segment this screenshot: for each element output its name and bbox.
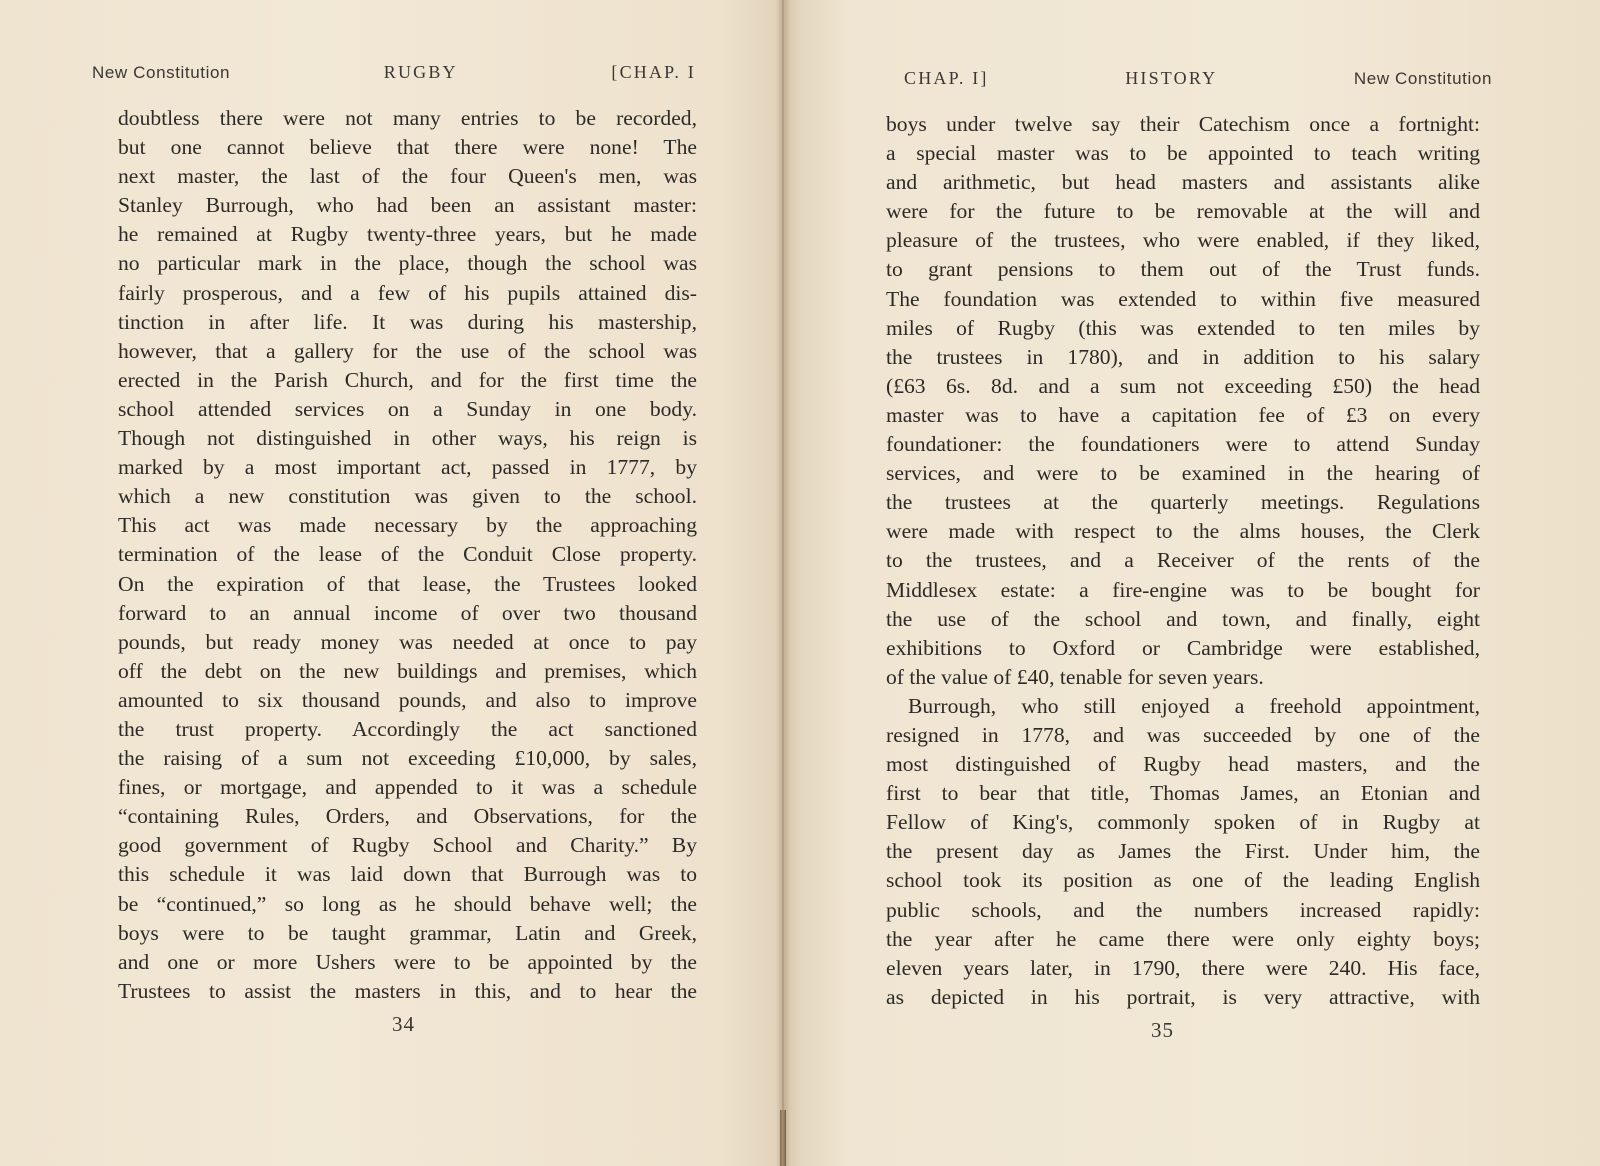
- text-line: Stanley Burrough, who had been an assistant master:: [118, 193, 697, 218]
- text-line: good government of Rugby School and Charity.” By: [118, 833, 697, 858]
- text-line: first to bear that title, Thomas James, an Etonian and: [886, 781, 1480, 806]
- text-line: boys were to be taught grammar, Latin and Greek,: [118, 920, 697, 945]
- text-line: school attended services on a Sunday in one body.: [118, 396, 697, 421]
- text-line: resigned in 1778, and was succeeded by one of the: [886, 722, 1480, 747]
- text-line: exhibitions to Oxford or Cambridge were established,: [886, 635, 1480, 660]
- left-body-text: [118, 104, 697, 1006]
- text-line: amounted to six thousand pounds, and also to improve: [118, 687, 697, 712]
- text-line: Middlesex estate: a fire-engine was to be bought for: [886, 577, 1480, 602]
- text-line: to grant pensions to them out of the Trust funds.: [886, 257, 1480, 282]
- text-line: forward to an annual income of over two thousand: [118, 600, 697, 625]
- text-line: the trustees at the quarterly meetings. Regulations: [886, 490, 1480, 515]
- text-line: eleven years later, in 1790, there were 240. His face,: [886, 955, 1480, 980]
- text-line: erected in the Parish Church, and for the first time the: [118, 367, 697, 392]
- right-body-text: [886, 110, 1480, 1012]
- text-line: boys under twelve say their Catechism once a fortnight:: [886, 112, 1480, 136]
- text-line: the raising of a sum not exceeding £10,000, by sales,: [118, 746, 697, 771]
- text-line: as depicted in his portrait, is very attractive, with: [886, 984, 1480, 1009]
- text-line: This act was made necessary by the approaching: [118, 513, 697, 538]
- text-line: services, and were to be examined in the hearing of: [886, 461, 1480, 486]
- text-line: were made with respect to the alms houses, the Clerk: [886, 519, 1480, 544]
- text-line: off the debt on the new buildings and premises, which: [118, 658, 697, 683]
- text-line: a special master was to be appointed to teach writing: [886, 141, 1480, 166]
- text-line: this schedule it was laid down that Burrough was to: [118, 862, 697, 887]
- text-line: however, that a gallery for the use of the school was: [118, 338, 697, 363]
- right-page-number: 35: [1151, 1018, 1174, 1042]
- binding-thread: [780, 1110, 786, 1166]
- text-line: he remained at Rugby twenty-three years, but he made: [118, 222, 697, 247]
- text-line: the present day as James the First. Under him, the: [886, 839, 1480, 864]
- text-line: doubtless there were not many entries to be recorded,: [118, 106, 697, 130]
- text-line: foundationer: the foundationers were to attend Sunday: [886, 432, 1480, 457]
- text-line: be “continued,” so long as he should behave well; the: [118, 891, 697, 916]
- text-line: Trustees to assist the masters in this, and to hear the: [118, 978, 697, 1003]
- text-line: miles of Rugby (this was extended to ten miles by: [886, 315, 1480, 340]
- text-line: the use of the school and town, and finally, eight: [886, 606, 1480, 631]
- text-line: pleasure of the trustees, who were enabled, if they liked,: [886, 228, 1480, 253]
- text-line: and one or more Ushers were to be appointed by the: [118, 949, 697, 974]
- left-page-number: 34: [392, 1012, 415, 1036]
- right-running-head: [904, 68, 1492, 89]
- text-line: (£63 6s. 8d. and a sum not exceeding £50) the head: [886, 373, 1480, 398]
- text-line: school took its position as one of the leading English: [886, 868, 1480, 893]
- text-line: “containing Rules, Orders, and Observations, for the: [118, 804, 697, 829]
- text-line: Burrough, who still enjoyed a freehold appointment,: [908, 693, 1480, 718]
- text-line: marked by a most important act, passed in 1777, by: [118, 455, 697, 480]
- text-line: Fellow of King's, commonly spoken of in Rugby at: [886, 810, 1480, 835]
- text-line: termination of the lease of the Conduit Close property.: [118, 542, 697, 567]
- text-line: to the trustees, and a Receiver of the rents of the: [886, 548, 1480, 573]
- text-line: were for the future to be removable at the will and: [886, 199, 1480, 224]
- left-running-head-chapter: [CHAP. I: [611, 62, 696, 82]
- right-running-head-chapter: CHAP. I]: [904, 68, 989, 88]
- left-running-head-title: RUGBY: [383, 62, 458, 82]
- text-line: master was to have a capitation fee of £3 on every: [886, 402, 1480, 427]
- text-line: Though not distinguished in other ways, his reign is: [118, 426, 697, 451]
- text-line: the trust property. Accordingly the act sanctioned: [118, 716, 697, 741]
- text-line: tinction in after life. It was during his mastership,: [118, 309, 697, 334]
- text-line: the year after he came there were only eighty boys;: [886, 926, 1480, 951]
- right-running-head-title: HISTORY: [1125, 68, 1218, 88]
- text-line: but one cannot believe that there were none! The: [118, 135, 697, 160]
- text-line: On the expiration of that lease, the Trustees looked: [118, 571, 697, 596]
- text-line: most distinguished of Rugby head masters, and the: [886, 752, 1480, 777]
- right-running-head-section: New Constitution: [1353, 69, 1492, 88]
- book-gutter: [776, 0, 790, 1166]
- text-line: of the value of £40, tenable for seven years.: [886, 664, 1264, 689]
- text-line: fairly prosperous, and a few of his pupils attained dis-: [118, 280, 697, 305]
- text-line: the trustees in 1780), and in addition to his salary: [886, 344, 1480, 369]
- left-page: [0, 0, 770, 1166]
- text-line: next master, the last of the four Queen's men, was: [118, 164, 697, 189]
- left-running-head-section: New Constitution: [92, 63, 231, 82]
- text-line: which a new constitution was given to the school.: [118, 484, 697, 509]
- text-line: The foundation was extended to within five measured: [886, 286, 1480, 311]
- left-running-head: [92, 62, 696, 83]
- right-page: [796, 0, 1600, 1166]
- text-line: pounds, but ready money was needed at once to pay: [118, 629, 697, 654]
- text-line: no particular mark in the place, though the school was: [118, 251, 697, 276]
- text-line: fines, or mortgage, and appended to it was a schedule: [118, 775, 697, 800]
- text-line: public schools, and the numbers increased rapidly:: [886, 897, 1480, 922]
- text-line: and arithmetic, but head masters and assistants alike: [886, 170, 1480, 195]
